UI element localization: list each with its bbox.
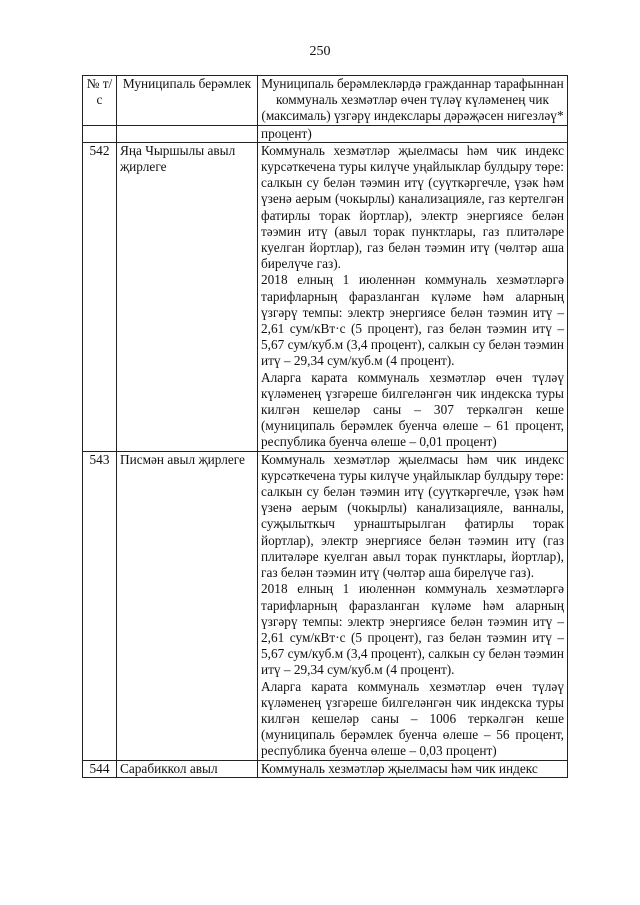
continuation-text: процент) xyxy=(258,125,568,142)
page-number: 250 xyxy=(309,44,331,59)
header-description: Муниципаль берәмлекләрдә гражданнар тарафыннан коммуналь хезмәтләр өчен түләү күләменең чик (максималь) үзгәрү индекслары дәрәҗәсен нигезләү* xyxy=(258,76,568,126)
description-paragraph: Аларга карата коммуналь хезмәтләр өчен түләү күләменең үзгәреше билгеләнгән чик индекска туры килгән кешеләр саны – 307 теркәлгән кеше (муниципаль берәмлек буенча өлеше – 61 процент, республика буенча өлеше – 0,01 процент) xyxy=(261,369,564,450)
header-number: № т/с xyxy=(83,76,117,126)
row-number: 542 xyxy=(83,142,117,451)
description-paragraph: 2018 елның 1 июленнән коммуналь хезмәтләргә тарифларның фаразланган күләме һәм аларның үзгәрү темпы: электр энергиясе белән тәэмин итү – 2,61 сум/кВт·с (5 процент), газ белән тәэмин итү – 5,67 сум/куб.м (3,4 процент), салкын су белән тәэмин итү – 29,34 сум/куб.м (4 процент). xyxy=(261,272,564,369)
row-description xyxy=(258,142,568,451)
table-row xyxy=(83,760,568,777)
description-paragraph: Коммуналь хезмәтләр җыелмасы һәм чик индекс xyxy=(261,760,538,776)
row-municipality: Писмән авыл җирлеге xyxy=(117,451,258,760)
table-header-row xyxy=(83,76,568,126)
row-municipality: Яңа Чыршылы авыл җирлеге xyxy=(117,142,258,451)
header-municipality: Муниципаль берәмлек xyxy=(117,76,258,126)
description-paragraph: Коммуналь хезмәтләр җыелмасы һәм чик индекс курсәткечена туры килүче уңайлыклар булдыру төре: салкын су белән тәэмин итү (суүткәргечле, үзәк һәм үзенә аерым (чокырлы) канализацияле, ванналы, суҗылыткыч урнаштырылган фатирлы торак йортлар), электр энергиясе белән тәэмин итү (газ плитәләре куелган авыл торак пунктлары, йортлар), газ белән тәэмин итү (чөлтәр аша бирелүче газ). xyxy=(261,451,564,581)
description-paragraph: Коммуналь хезмәтләр җыелмасы һәм чик индекс курсәткечена туры килүче уңайлыклар булдыру төре: салкын су белән тәэмин итү (суүткәргечле, үзәк һәм үзенә аерым (чокырлы) канализацияле, газ кертелгән фатирлы торак йортлар), электр энергиясе белән тәэмин итү (авыл торак пунктлары, газ плитәләре куелган йортлар), газ белән тәэмин итү (чөлтәр аша бирелүче газ). xyxy=(261,142,564,272)
table-row xyxy=(83,142,568,451)
table-row xyxy=(83,451,568,760)
description-paragraph: 2018 елның 1 июленнән коммуналь хезмәтләргә тарифларның фаразланган күләме һәм аларның үзгәрү темпы: электр энергиясе белән тәэмин итү – 2,61 сум/кВт·с (5 процент), газ белән тәэмин итү – 5,67 сум/куб.м (3,4 процент), салкын су белән тәэмин итү – 29,34 сум/куб.м (4 процент). xyxy=(261,581,564,678)
row-municipality: Сарабиккол авыл xyxy=(117,760,258,777)
row-number: 543 xyxy=(83,451,117,760)
row-number: 544 xyxy=(83,760,117,777)
table-row-continuation xyxy=(83,125,568,142)
row-description xyxy=(258,451,568,760)
tariff-table xyxy=(82,75,568,778)
row-description xyxy=(258,760,568,777)
description-paragraph: Аларга карата коммуналь хезмәтләр өчен түләү күләменең үзгәреше билгеләнгән чик индекска туры килгән кешеләр саны – 1006 теркәлгән кеше (муниципаль берәмлек буенча өлеше – 56 процент, республика буенча өлеше – 0,03 процент) xyxy=(261,678,564,759)
